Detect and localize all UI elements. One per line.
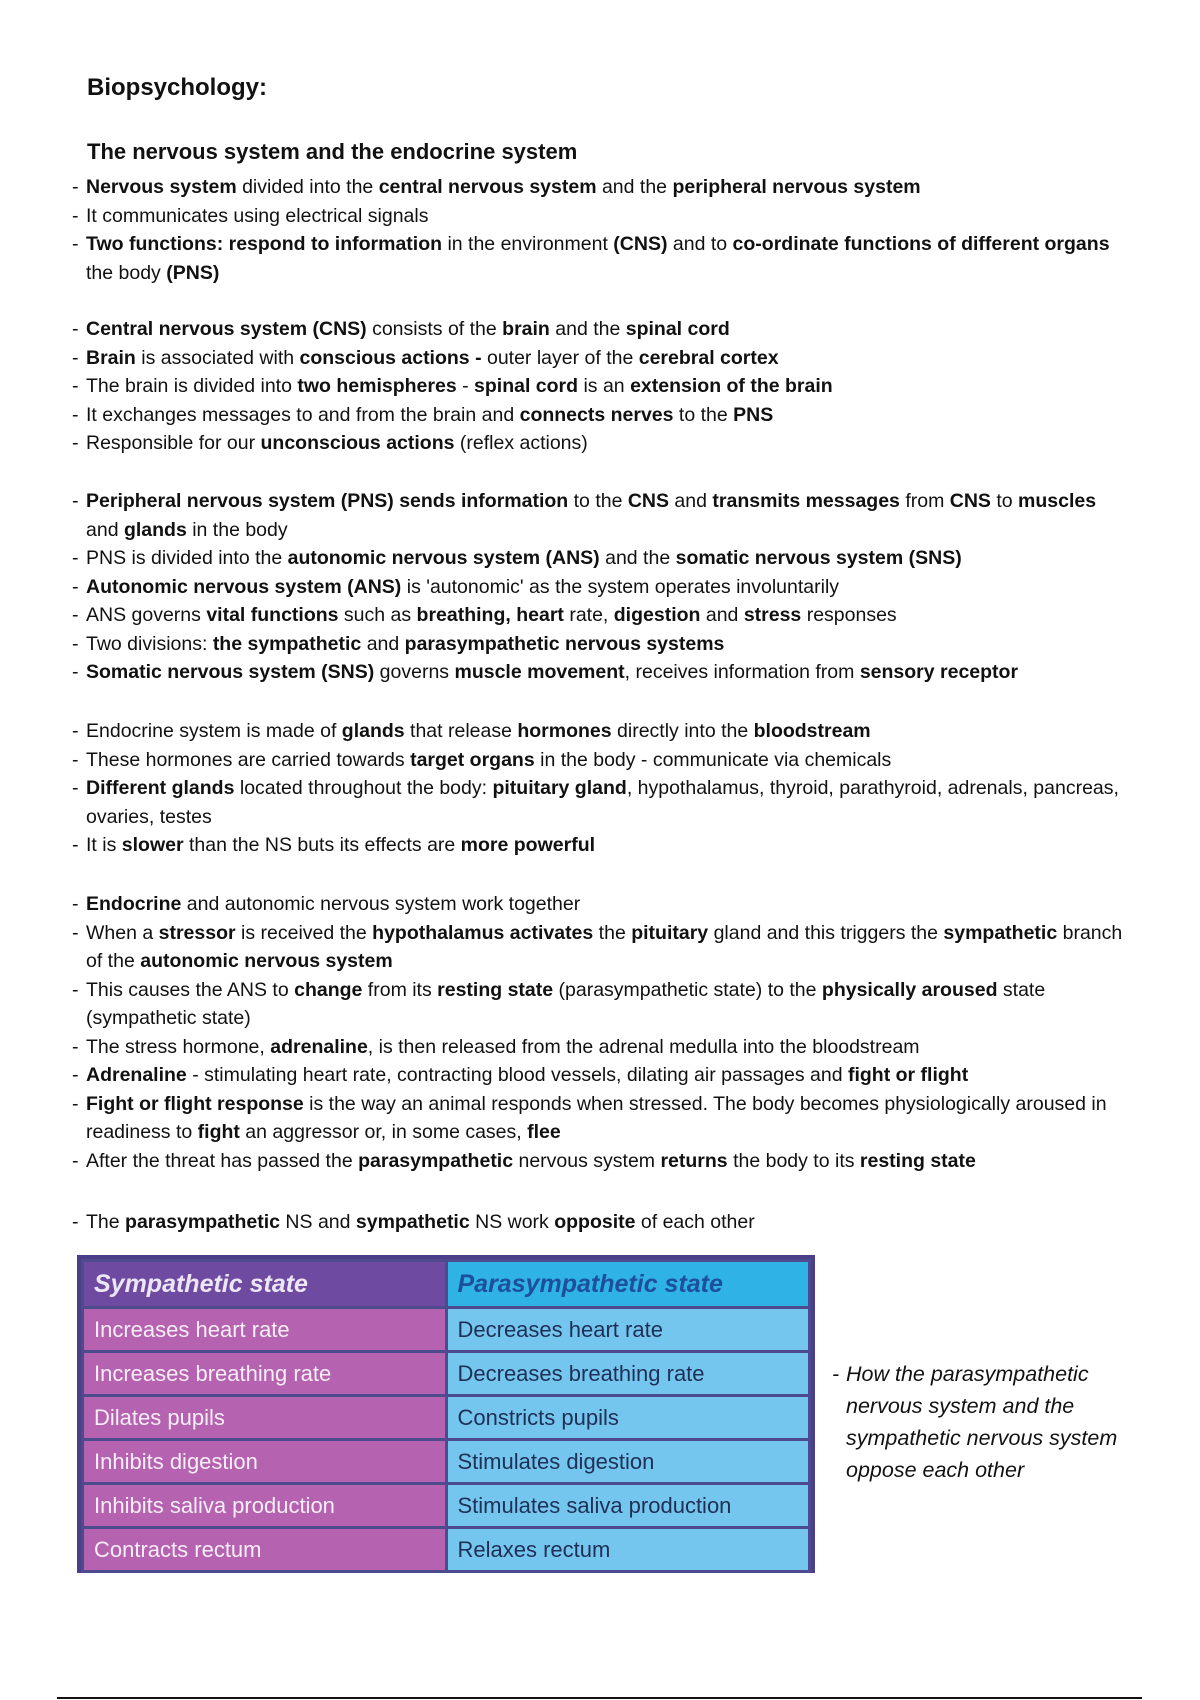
sympathetic-parasympathetic-table bbox=[77, 1255, 815, 1573]
bullet-group-endocrine bbox=[72, 717, 1132, 860]
parasympathetic-cell: Decreases heart rate bbox=[446, 1308, 810, 1352]
table-header-row bbox=[83, 1261, 810, 1308]
parasympathetic-cell: Relaxes rectum bbox=[446, 1528, 810, 1572]
table-caption-text: How the parasympathetic nervous system and the sympathetic nervous system oppose each other bbox=[846, 1362, 1118, 1482]
parasympathetic-cell: Stimulates saliva production bbox=[446, 1484, 810, 1528]
bullet-item: - Brain is associated with conscious actions - outer layer of the cerebral cortex bbox=[72, 344, 1132, 373]
bullet-item: - Somatic nervous system (SNS) governs muscle movement, receives information from sensory receptor bbox=[72, 658, 1132, 687]
table-row bbox=[83, 1308, 810, 1352]
table-row bbox=[83, 1396, 810, 1440]
bullet-group-opposition bbox=[72, 1208, 1132, 1237]
bullet-item: - After the threat has passed the parasympathetic nervous system returns the body to its resting state bbox=[72, 1147, 1132, 1176]
bullet-item: - Fight or flight response is the way an animal responds when stressed. The body becomes physiologically aroused in readiness to fight an aggressor or, in some cases, flee bbox=[72, 1090, 1132, 1147]
parasympathetic-cell: Stimulates digestion bbox=[446, 1440, 810, 1484]
bullet-item: - This causes the ANS to change from its resting state (parasympathetic state) to the physically aroused state (sympathetic state) bbox=[72, 976, 1132, 1033]
header-sympathetic-state: Sympathetic state bbox=[83, 1261, 447, 1308]
bullet-item: - Adrenaline - stimulating heart rate, contracting blood vessels, dilating air passages and fight or flight bbox=[72, 1061, 1132, 1090]
bullet-item: - The brain is divided into two hemispheres - spinal cord is an extension of the brain bbox=[72, 372, 1132, 401]
bullet-item: - It communicates using electrical signals bbox=[72, 202, 1132, 231]
header-parasympathetic-state: Parasympathetic state bbox=[446, 1261, 810, 1308]
table-caption-note: - How the parasympathetic nervous system and the sympathetic nervous system oppose each other bbox=[832, 1358, 1132, 1486]
bullet-item: - It exchanges messages to and from the brain and connects nerves to the PNS bbox=[72, 401, 1132, 430]
table-row bbox=[83, 1528, 810, 1572]
sympathetic-cell: Inhibits digestion bbox=[83, 1440, 447, 1484]
table-row bbox=[83, 1484, 810, 1528]
bullet-item: - The parasympathetic NS and sympathetic NS work opposite of each other bbox=[72, 1208, 1132, 1237]
sympathetic-cell: Contracts rectum bbox=[83, 1528, 447, 1572]
bullet-item: - Two divisions: the sympathetic and parasympathetic nervous systems bbox=[72, 630, 1132, 659]
bullet-item: - PNS is divided into the autonomic nervous system (ANS) and the somatic nervous system (SNS) bbox=[72, 544, 1132, 573]
bullet-item: - These hormones are carried towards target organs in the body - communicate via chemicals bbox=[72, 746, 1132, 775]
bullet-item: - Two functions: respond to information in the environment (CNS) and to co-ordinate functions of different organs the body (PNS) bbox=[72, 230, 1132, 287]
bullet-item: - Responsible for our unconscious actions (reflex actions) bbox=[72, 429, 1132, 458]
page-bottom-rule bbox=[57, 1697, 1142, 1699]
bullet-group-cns bbox=[72, 315, 1132, 458]
page-title: Biopsychology: bbox=[87, 74, 268, 101]
sympathetic-cell: Dilates pupils bbox=[83, 1396, 447, 1440]
sympathetic-cell: Increases breathing rate bbox=[83, 1352, 447, 1396]
bullet-item: - Nervous system divided into the central nervous system and the peripheral nervous system bbox=[72, 173, 1132, 202]
bullet-item: - When a stressor is received the hypothalamus activates the pituitary gland and this triggers the sympathetic branch of the autonomic nervous system bbox=[72, 919, 1132, 976]
bullet-item: - Central nervous system (CNS) consists of the brain and the spinal cord bbox=[72, 315, 1132, 344]
bullet-group-stress-response bbox=[72, 890, 1132, 1175]
bullet-item: - Autonomic nervous system (ANS) is 'autonomic' as the system operates involuntarily bbox=[72, 573, 1132, 602]
bullet-item: - Endocrine and autonomic nervous system work together bbox=[72, 890, 1132, 919]
bullet-item: - The stress hormone, adrenaline, is then released from the adrenal medulla into the bloodstream bbox=[72, 1033, 1132, 1062]
table-row bbox=[83, 1352, 810, 1396]
bullet-group-nervous-system bbox=[72, 173, 1132, 287]
section-title: The nervous system and the endocrine system bbox=[87, 139, 578, 164]
bullet-item: - Different glands located throughout the body: pituitary gland, hypothalamus, thyroid, parathyroid, adrenals, pancreas, ovaries, testes bbox=[72, 774, 1132, 831]
bullet-item: - Endocrine system is made of glands that release hormones directly into the bloodstream bbox=[72, 717, 1132, 746]
bullet-item: - It is slower than the NS buts its effects are more powerful bbox=[72, 831, 1132, 860]
bullet-item: - ANS governs vital functions such as breathing, heart rate, digestion and stress responses bbox=[72, 601, 1132, 630]
parasympathetic-cell: Constricts pupils bbox=[446, 1396, 810, 1440]
sympathetic-cell: Inhibits saliva production bbox=[83, 1484, 447, 1528]
parasympathetic-cell: Decreases breathing rate bbox=[446, 1352, 810, 1396]
sympathetic-cell: Increases heart rate bbox=[83, 1308, 447, 1352]
bullet-group-pns bbox=[72, 487, 1132, 687]
table-row bbox=[83, 1440, 810, 1484]
bullet-item: - Peripheral nervous system (PNS) sends information to the CNS and transmits messages from CNS to muscles and glands in the body bbox=[72, 487, 1132, 544]
